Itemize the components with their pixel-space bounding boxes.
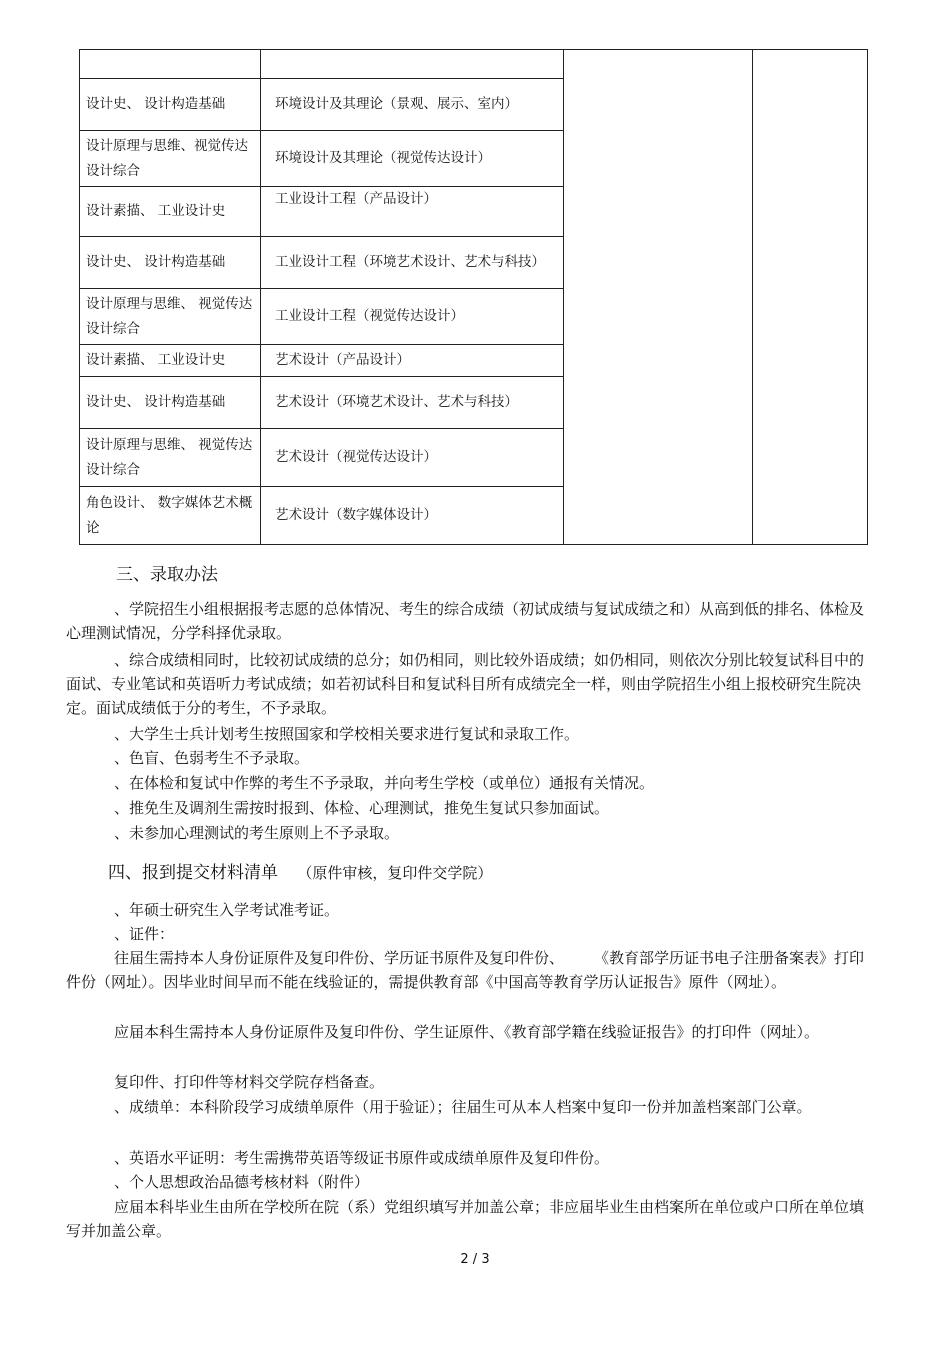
admission-rule-2: 、综合成绩相同时，比较初试成绩的总分；如仍相同，则比较外语成绩；如仍相同，则依次分别比较复试科目中的面试、专业笔试和英语听力考试成绩；如若初试科目和复试科目所有成绩完全一样，则由学院招生小组上报校研究生院决定。面试成绩低于分的考生，不予录取。	[66, 651, 865, 717]
major-cell: 艺术设计（环境艺术设计、艺术与科技）	[261, 377, 564, 429]
subject-cell: 设计史、 设计构造基础	[80, 79, 261, 131]
admission-rule-3: 、大学生士兵计划考生按照国家和学校相关要求进行复试和录取工作。	[114, 725, 580, 743]
major-cell: 环境设计及其理论（视觉传达设计）	[261, 131, 564, 187]
subject-cell: 设计原理与思维、 视觉传达设计综合	[80, 429, 261, 487]
subject-cell: 设计素描、 工业设计史	[80, 345, 261, 377]
admission-rule-7: 、未参加心理测试的考生原则上不予录取。	[114, 824, 400, 842]
material-item-2: 、证件：	[114, 925, 175, 943]
admission-rule-1: 、学院招生小组根据报考志愿的总体情况、考生的综合成绩（初试成绩与复试成绩之和）从高到低的排名、体检及心理测试情况，分学科择优录取。	[66, 600, 865, 642]
material-item-8: 、个人思想政治品德考核材料（附件）	[114, 1173, 370, 1191]
material-item-5: 复印件、打印件等材料交学院存档备查。	[114, 1073, 385, 1091]
empty-merged-cell	[753, 50, 868, 545]
major-cell: 艺术设计（视觉传达设计）	[261, 429, 564, 487]
subject-cell: 设计原理与思维、视觉传达设计综合	[80, 131, 261, 187]
subject-cell: 角色设计、 数字媒体艺术概论	[80, 487, 261, 545]
major-cell: 工业设计工程（环境艺术设计、艺术与科技）	[261, 237, 564, 289]
subject-cell: 设计素描、 工业设计史	[80, 187, 261, 237]
section-4-title: 四、报到提交材料清单	[108, 863, 278, 883]
material-item-6: 、成绩单：本科阶段学习成绩单原件（用于验证）；往届生可从本人档案中复印一份并加盖档案部门公章。	[114, 1098, 812, 1116]
admission-rule-4: 、色盲、色弱考生不予录取。	[114, 749, 310, 767]
admission-rule-6: 、推免生及调剂生需按时报到、体检、心理测试，推免生复试只参加面试。	[114, 799, 610, 817]
major-cell: 工业设计工程（产品设计）	[261, 187, 564, 237]
subject-cell	[80, 50, 261, 79]
material-item-9: 应届本科毕业生由所在学校所在院（系）党组织填写并加盖公章；非应届毕业生由档案所在单位或户口所在单位填写并加盖公章。	[66, 1198, 865, 1240]
major-cell: 艺术设计（数字媒体设计）	[261, 487, 564, 545]
major-cell: 环境设计及其理论（景观、展示、室内）	[261, 79, 564, 131]
subject-cell: 设计原理与思维、 视觉传达设计综合	[80, 289, 261, 345]
page-number: 2 / 3	[460, 1252, 490, 1267]
material-item-4: 应届本科生需持本人身份证原件及复印件份、学生证原件、《教育部学籍在线验证报告》的打印件（网址）。	[114, 1023, 820, 1041]
admission-rule-5: 、在体检和复试中作弊的考生不予录取，并向考生学校（或单位）通报有关情况。	[114, 774, 655, 792]
major-cell: 艺术设计（产品设计）	[261, 345, 564, 377]
material-item-7: 、英语水平证明：考生需携带英语等级证书原件或成绩单原件及复印件份。	[114, 1149, 610, 1167]
table-row	[80, 50, 868, 79]
empty-merged-cell	[564, 50, 753, 545]
major-cell	[261, 50, 564, 79]
subject-cell: 设计史、 设计构造基础	[80, 377, 261, 429]
majors-table	[79, 49, 868, 545]
subject-cell: 设计史、 设计构造基础	[80, 237, 261, 289]
material-item-3: 往届生需持本人身份证原件及复印件份、学历证书原件及复印件份、 《教育部学历证书电子注册备案表》打印件份（网址）。因毕业时间早而不能在线验证的，需提供教育部《中国高等教育学历认证报告》原件（网址）。	[66, 949, 865, 991]
section-4-heading	[108, 858, 492, 883]
section-3-title: 三、录取办法	[116, 565, 218, 585]
section-4-note: （原件审核，复印件交学院）	[297, 864, 493, 882]
material-item-1: 、年硕士研究生入学考试准考证。	[114, 901, 340, 919]
major-cell: 工业设计工程（视觉传达设计）	[261, 289, 564, 345]
